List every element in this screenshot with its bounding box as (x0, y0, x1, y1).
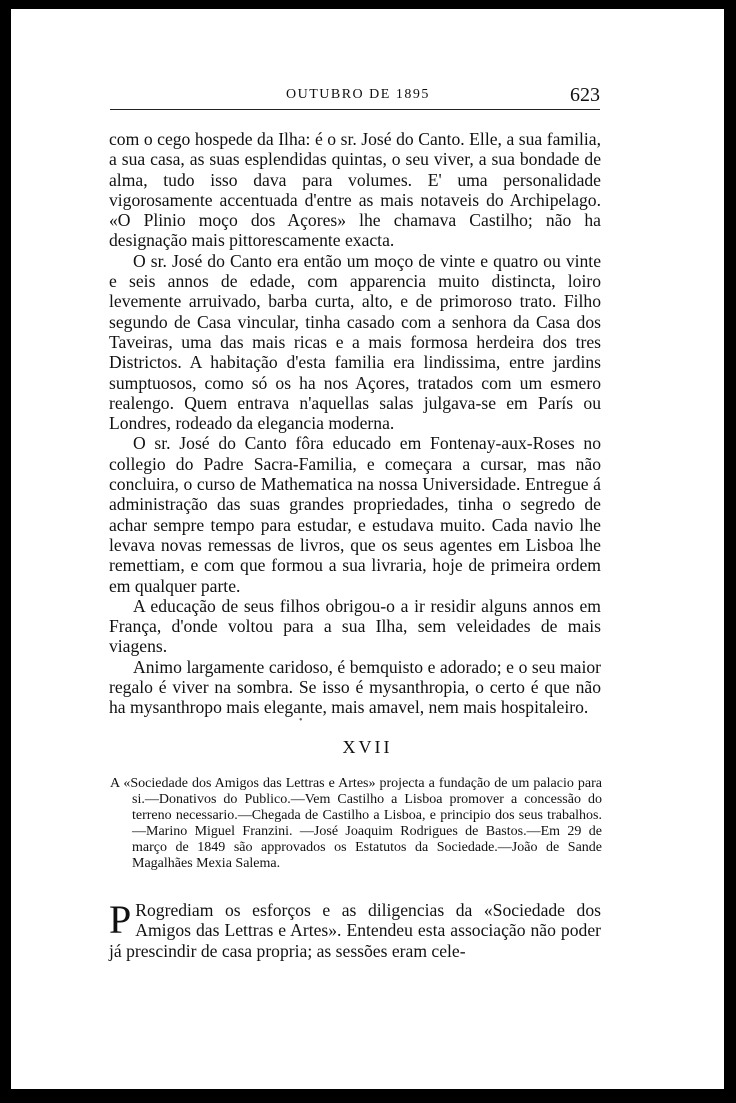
chapter-opening (109, 897, 601, 961)
page-header (110, 83, 600, 110)
paragraph: O sr. José do Canto fôra educado em Fontenay-aux-Roses no collegio do Padre Sacra-Familia, e começara a cursar, mas não concluira, o curso de Mathematica na nossa Universidade. Entregue á administração das suas grandes propriedades, tinha o segredo de achar sempre tempo para estudar, e estudava muito. Cada navio lhe levava novas remessas de livros, que os seus agentes em Lisboa lhe remettiam, e com que formou a sua livraria, hoje de primeira ordem em qualquer parte. (109, 433, 601, 596)
running-head: OUTUBRO DE 1895 (286, 87, 430, 102)
paragraph: com o cego hospede da Ilha: é o sr. José do Canto. Elle, a sua familia, a sua casa, as suas esplendidas quintas, o seu viver, a sua bondade de alma, tudo isso dava para volumes. E' uma personalidade vigorosamente accentuada d'entre as mais notaveis do Archipelago. «O Plinio moço dos Açores» lhe chamava Castilho; não ha designação mais pittorescamente exacta. (109, 129, 601, 251)
paragraph: A educação de seus filhos obrigou-o a ir residir alguns annos em França, d'onde voltou para a sua Ilha, sem veleidades de mais viagens. (109, 595, 601, 657)
opening-text: Rogrediam os esforços e as diligencias da «Sociedade dos Amigos das Lettras e Artes». Entendeu esta associação não poder já prescindir de casa propria; as sessões eram cele- (109, 900, 601, 961)
chapter-summary (110, 776, 602, 872)
summary-text: A «Sociedade dos Amigos das Lettras e Artes» projecta a fundação de um palacio para si.—Donativos do Publico.—Vem Castilho a Lisboa promover a concessão do terreno necessario.—Chegada de Castilho a Lisboa, e principio dos seus trabalhos.—Marino Miguel Franzini. —José Joaquim Rodrigues de Bastos.—Em 29 de março de 1849 são approvados os Estatutos da Sociedade.—João de Sande Magalhães Mexia Salema. (110, 776, 602, 871)
book-page (11, 9, 724, 1089)
page-number: 623 (570, 84, 600, 106)
paragraph: Animo largamente caridoso, é bemquisto e adorado; e o seu maior regalo é viver na sombra. Se isso é mysanthropia, o certo é que não ha mysanthropo mais elegante, mais amavel, nem mais hospitaleiro. (109, 656, 601, 718)
body-text (109, 129, 601, 718)
drop-cap: P (109, 897, 132, 942)
paragraph: O sr. José do Canto era então um moço de vinte e quatro ou vinte e seis annos de edade, com apparencia muito distincta, loiro levemente arruivado, barba curta, alto, e de primoroso trato. Filho segundo de Casa vincular, tinha casado com a senhora da Casa dos Taveiras, uma das mais ricas e a mais formosa herdeira dos tres Districtos. A habitação d'esta familia era lindissima, entre jardins sumptuosos, como só os ha nos Açores, tratados com um esmero realengo. Quem entrava n'aquellas salas julgava-se em París ou Londres, rodeado da elegancia moderna. (109, 250, 601, 434)
chapter-number: XVII (342, 737, 393, 757)
ink-speck: • (299, 715, 303, 726)
